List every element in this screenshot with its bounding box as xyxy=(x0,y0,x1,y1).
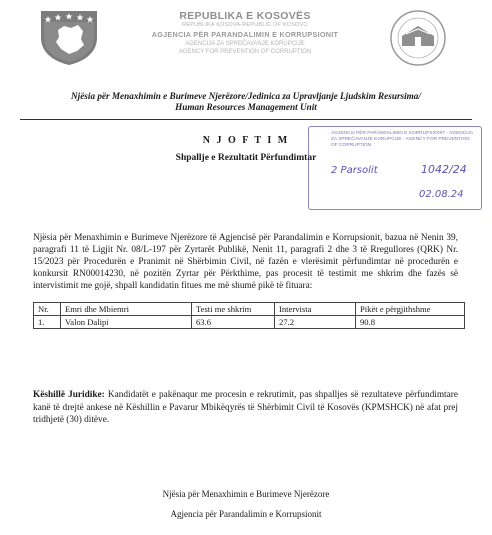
legal-advice xyxy=(33,389,458,427)
unit-title-line1: Njësia për Menaxhimin e Burimeve Njerëzore/Jedinica za Upravljanje Ljudskim Resursima/ xyxy=(71,91,421,101)
stamp-handwritten-number: 2 Parsolit xyxy=(331,165,378,176)
unit-title-line2: Human Resources Management Unit xyxy=(175,102,317,112)
header-written-test: Testi me shkrim xyxy=(192,303,275,316)
document-subtitle: Shpallje e Rezultatit Përfundimtar xyxy=(175,153,317,163)
footer-unit: Njësia për Menaxhimin e Burimeve Njerëzore xyxy=(162,489,330,499)
cell-written-test: 63.6 xyxy=(192,316,275,329)
table-row xyxy=(34,316,465,329)
cell-name: Valon Dalipi xyxy=(61,316,192,329)
header-name: Emri dhe Mbiemri xyxy=(61,303,192,316)
agency-name-en: AGENCY FOR PREVENTION OF CORRUPTION xyxy=(178,49,312,55)
stamp-handwritten-ref: 1042/24 xyxy=(421,163,467,176)
header-nr: Nr. xyxy=(34,303,61,316)
letterhead xyxy=(125,10,365,56)
header-total-points: Pikët e përgjithshme xyxy=(356,303,465,316)
document-title: N J O F T I M xyxy=(202,135,290,146)
unit-title xyxy=(20,91,472,113)
legal-advice-label: Këshillë Juridike: xyxy=(33,390,105,400)
kosovo-coat-of-arms-icon xyxy=(38,8,100,66)
footer-agency: Agjencia për Parandalimin e Korrupsionit xyxy=(170,509,322,519)
republic-name: REPUBLIKA E KOSOVËS xyxy=(179,10,311,22)
cell-total-points: 90.8 xyxy=(356,316,465,329)
agency-logo-icon xyxy=(388,8,448,68)
stamp-text: AGJENCIA PËR PARANDALIMIN E KORRUPSIONIT - AGENCIJA ZA SPREČAVANJE KORUPCIJE - AGENCY FOR PREVENTION OF CORRUPTION xyxy=(331,131,473,148)
table-header-row xyxy=(34,303,465,316)
stamp-handwritten-date: 02.08.24 xyxy=(419,189,464,200)
body-paragraph: Njësia për Menaxhimin e Burimeve Njerëzore të Agjencisë për Parandalimin e Korrupsionit, bazua në Nenin 39, paragrafi 11 të Ligjit Nr. 08/L-197 për Zyrtarët Publikë, Nenit 11, paragrafi 2 dhe 3 të Rregullores (QRK) Nr. 15/2023 për Procedurën e Pranimit në Shërbimin Civil, në fazën e vlerësimit përfundimtar në procedurën e konkursit RN00014230, në pozitën Zyrtar për Përkthime, pas procesit të testimit me shkrim dhe fazës së intervistimit me gojë, shpall kandidatin fitues me më shumë pikë të fituara: xyxy=(33,233,458,292)
cell-interview: 27.2 xyxy=(275,316,356,329)
agency-name-sr: AGENCIJA ZA SPREČAVANJE KORUPCIJE xyxy=(185,41,305,47)
results-table xyxy=(33,302,465,329)
legal-advice-text: Kandidatët e pakënaqur me procesin e rekrutimit, pas shpalljes së rezultateve përfundimtare kanë të drejtë ankese në Këshillin e Pavarur Mbikëqyrës të Shërbimit Civil të Kosovës (KPMSHCK) në afat prej tridhjetë (30) ditëve. xyxy=(33,390,458,426)
agency-name: AGJENCIA PËR PARANDALIMIN E KORRUPSIONIT xyxy=(151,30,339,39)
header-interview: Intervista xyxy=(275,303,356,316)
header-divider xyxy=(20,119,472,120)
cell-nr: 1. xyxy=(34,316,61,329)
republic-name-sr: REPUBLIKA KOSOVA-REPUBLIC OF KOSOVO xyxy=(182,22,308,28)
